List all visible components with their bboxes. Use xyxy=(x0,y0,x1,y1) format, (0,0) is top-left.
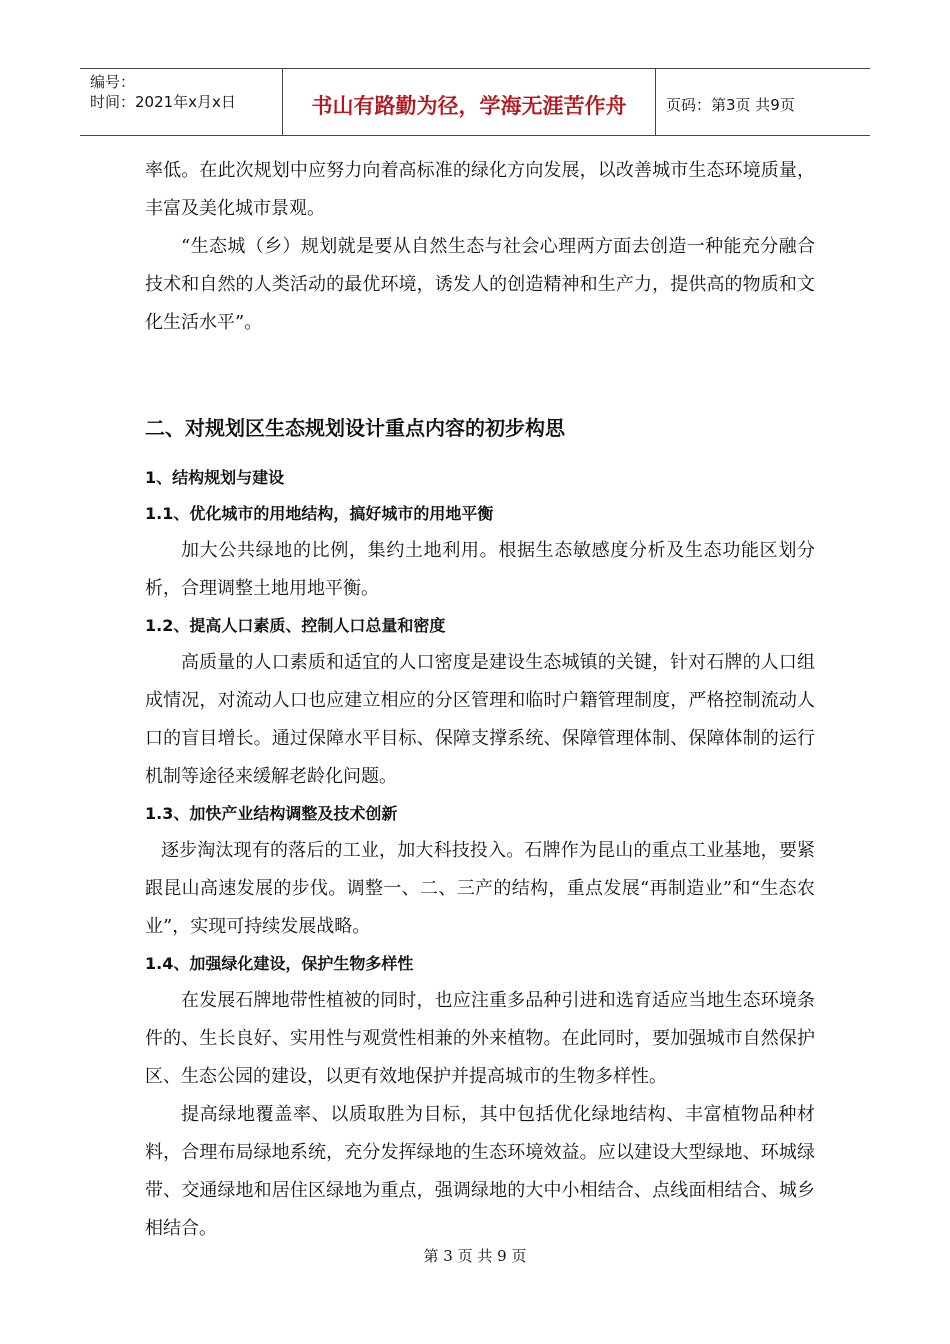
header-page-info: 页码：第3页 共9页 xyxy=(666,95,795,114)
subsection-heading-1: 1、结构规划与建设 xyxy=(145,468,285,487)
header-meta xyxy=(80,69,283,135)
subsection-heading-1-1: 1.1、优化城市的用地结构，搞好城市的用地平衡 xyxy=(145,504,494,523)
page-footer: 第 3 页 共 9 页 xyxy=(423,1247,527,1265)
paragraph-1-4-a: 在发展石牌地带性植被的同时，也应注重多品种引进和选育适应当地生态环境条件的、生长良好、实用性与观赏性相兼的外来植物。在此同时，要加强城市自然保护区、生态公园的建设，以更有效地保护并提高城市的生物多样性。 xyxy=(145,990,815,1087)
paragraph-1-1: 加大公共绿地的比例，集约土地利用。根据生态敏感度分析及生态功能区划分析，合理调整土地用地平衡。 xyxy=(145,540,815,599)
subsection-heading-1-2: 1.2、提高人口素质、控制人口总量和密度 xyxy=(145,616,446,635)
paragraph-1-3: 逐步淘汰现有的落后的工业，加大科技投入。石牌作为昆山的重点工业基地，要紧跟昆山高速发展的步伐。调整一、二、三产的结构，重点发展“再制造业”和“生态农业”，实现可持续发展战略。 xyxy=(145,840,815,937)
paragraph-quote: “生态城（乡）规划就是要从自然生态与社会心理两方面去创造一种能充分融合技术和自然的人类活动的最优环境，诱发人的创造精神和生产力，提供高的物质和文化生活水平”。 xyxy=(145,236,815,333)
page-header xyxy=(80,68,870,136)
section-heading: 二、对规划区生态规划设计重点内容的初步构思 xyxy=(145,416,565,440)
subsection-heading-1-4: 1.4、加强绿化建设，保护生物多样性 xyxy=(145,954,414,973)
paragraph-1-2: 高质量的人口素质和适宜的人口密度是建设生态城镇的关键，针对石牌的人口组成情况，对流动人口也应建立相应的分区管理和临时户籍管理制度，严格控制流动人口的盲目增长。通过保障水平目标、保障支撑系统、保障管理体制、保障体制的运行机制等途径来缓解老龄化问题。 xyxy=(145,652,815,787)
paragraph-continuation: 率低。在此次规划中应努力向着高标准的绿化方向发展，以改善城市生态环境质量，丰富及美化城市景观。 xyxy=(145,160,815,219)
document-number-label: 编号： xyxy=(90,73,136,91)
document-date: 时间：2021年x月x日 xyxy=(90,93,236,111)
document-body xyxy=(145,152,815,1248)
paragraph-1-4-b: 提高绿地覆盖率、以质取胜为目标，其中包括优化绿地结构、丰富植物品种材料，合理布局绿地系统，充分发挥绿地的生态环境效益。应以建设大型绿地、环城绿带、交通绿地和居住区绿地为重点，强调绿地的大中小相结合、点线面相结合、城乡相结合。 xyxy=(145,1104,815,1239)
header-motto: 书山有路勤为径，学海无涯苦作舟 xyxy=(283,69,656,135)
subsection-heading-1-3: 1.3、加快产业结构调整及技术创新 xyxy=(145,804,398,823)
